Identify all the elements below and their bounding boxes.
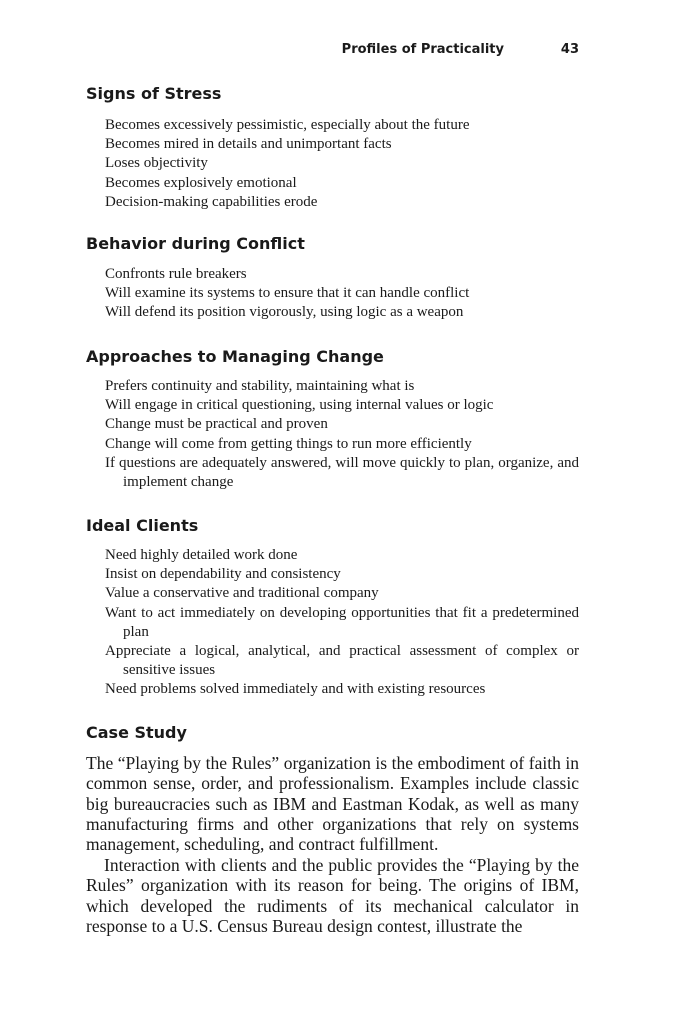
list-item: Will examine its systems to ensure that it can handle conflict — [105, 285, 470, 302]
list-item: Want to act immediately on developing opportunities that fit a predetermined plan — [105, 604, 579, 640]
list-approaches-to-managing-change — [86, 377, 579, 492]
list-item: Appreciate a logical, analytical, and practical assessment of complex or sensitive issues — [105, 643, 579, 679]
list-item: Becomes explosively emotional — [105, 174, 297, 191]
list-item: Decision-making capabilities erode — [105, 193, 318, 210]
list-item: Insist on dependability and consistency — [105, 566, 341, 583]
list-behavior-during-conflict — [86, 265, 579, 323]
heading-approaches-to-managing-change: Approaches to Managing Change — [86, 347, 384, 366]
list-item: Becomes excessively pessimistic, especially about the future — [105, 117, 470, 133]
list-item: Need highly detailed work done — [105, 547, 298, 563]
list-item: Need problems solved immediately and with existing resources — [105, 681, 486, 698]
running-head — [86, 42, 579, 60]
list-ideal-clients — [86, 546, 579, 700]
list-item: Will engage in critical questioning, using internal values or logic — [105, 397, 494, 414]
list-item: Will defend its position vigorously, using logic as a weapon — [105, 304, 464, 321]
list-item: Confronts rule breakers — [105, 266, 247, 282]
heading-ideal-clients: Ideal Clients — [86, 516, 199, 535]
list-item: Change will come from getting things to run more efficiently — [105, 435, 472, 452]
list-item: Loses objectivity — [105, 155, 208, 172]
list-item: Value a conservative and traditional company — [105, 585, 379, 602]
list-item: If questions are adequately answered, will move quickly to plan, organize, and implement change — [105, 454, 579, 491]
list-signs-of-stress — [86, 116, 579, 212]
page-number: 43 — [560, 42, 579, 57]
running-title: Profiles of Practicality — [341, 42, 504, 57]
list-item: Prefers continuity and stability, maintaining what is — [105, 378, 415, 394]
list-item: Change must be practical and proven — [105, 416, 328, 433]
heading-case-study: Case Study — [86, 723, 187, 742]
heading-behavior-during-conflict: Behavior during Conflict — [86, 234, 305, 253]
list-item: Becomes mired in details and unimportant facts — [105, 136, 392, 153]
heading-signs-of-stress: Signs of Stress — [86, 84, 222, 103]
case-study-paragraph: Interaction with clients and the public provides the “Playing by the Rules” organization with its reason for being. The origins of IBM, which developed the rudiments of its mechanical calculator in response to a U.S. Census Bureau design contest, illustrate the — [86, 855, 579, 936]
case-study-paragraph: The “Playing by the Rules” organization is the embodiment of faith in common sense, order, and professionalism. Examples include classic big bureaucracies such as IBM and Eastman Kodak, as well as many manufacturing firms and other organizations that rely on systems management, scheduling, and contract fulfillment. — [86, 753, 579, 855]
